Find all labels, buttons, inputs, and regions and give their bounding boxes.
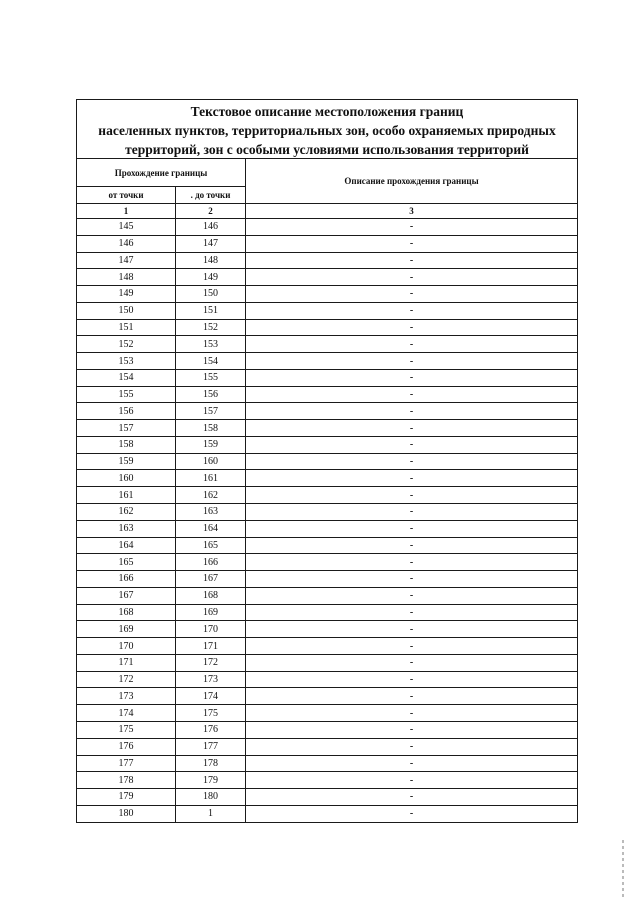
cell-from-point: 169 <box>77 621 176 638</box>
cell-to-point: 146 <box>176 219 246 236</box>
cell-to-point: 166 <box>176 554 246 571</box>
table-row <box>77 302 578 319</box>
cell-description: - <box>246 638 578 655</box>
cell-from-point: 171 <box>77 654 176 671</box>
table-row <box>77 789 578 806</box>
cell-from-point: 149 <box>77 286 176 303</box>
table-row <box>77 604 578 621</box>
table-row <box>77 671 578 688</box>
cell-from-point: 152 <box>77 336 176 353</box>
cell-to-point: 180 <box>176 789 246 806</box>
table-row <box>77 738 578 755</box>
cell-from-point: 159 <box>77 453 176 470</box>
cell-description: - <box>246 436 578 453</box>
cell-description: - <box>246 235 578 252</box>
cell-from-point: 165 <box>77 554 176 571</box>
cell-to-point: 167 <box>176 571 246 588</box>
cell-from-point: 148 <box>77 269 176 286</box>
table-row <box>77 487 578 504</box>
table-row <box>77 470 578 487</box>
cell-to-point: 171 <box>176 638 246 655</box>
table-row <box>77 319 578 336</box>
table-row <box>77 252 578 269</box>
cell-from-point: 178 <box>77 772 176 789</box>
cell-to-point: 177 <box>176 738 246 755</box>
cell-description: - <box>246 219 578 236</box>
cell-from-point: 147 <box>77 252 176 269</box>
header-to-point: . до точки <box>176 187 246 204</box>
cell-to-point: 149 <box>176 269 246 286</box>
table-row <box>77 336 578 353</box>
cell-description: - <box>246 738 578 755</box>
cell-to-point: 179 <box>176 772 246 789</box>
cell-description: - <box>246 554 578 571</box>
title-line-3: территорий, зон с особыми условиями использования территорий <box>125 141 529 157</box>
cell-to-point: 169 <box>176 604 246 621</box>
cell-to-point: 174 <box>176 688 246 705</box>
cell-to-point: 172 <box>176 654 246 671</box>
cell-from-point: 176 <box>77 738 176 755</box>
boundary-table <box>76 99 578 823</box>
cell-to-point: 173 <box>176 671 246 688</box>
cell-from-point: 145 <box>77 219 176 236</box>
cell-to-point: 159 <box>176 436 246 453</box>
cell-from-point: 157 <box>77 420 176 437</box>
cell-description: - <box>246 705 578 722</box>
table-row <box>77 369 578 386</box>
table-row <box>77 805 578 822</box>
cell-from-point: 161 <box>77 487 176 504</box>
cell-to-point: 164 <box>176 520 246 537</box>
cell-from-point: 179 <box>77 789 176 806</box>
table-row <box>77 755 578 772</box>
header-description: Описание прохождения границы <box>246 159 578 204</box>
table-row <box>77 705 578 722</box>
table-row <box>77 688 578 705</box>
cell-description: - <box>246 721 578 738</box>
cell-description: - <box>246 353 578 370</box>
cell-description: - <box>246 302 578 319</box>
cell-description: - <box>246 386 578 403</box>
cell-to-point: 178 <box>176 755 246 772</box>
cell-to-point: 165 <box>176 537 246 554</box>
cell-from-point: 164 <box>77 537 176 554</box>
cell-to-point: 155 <box>176 369 246 386</box>
table-row <box>77 772 578 789</box>
table-row <box>77 554 578 571</box>
cell-description: - <box>246 520 578 537</box>
title-line-2: населенных пунктов, территориальных зон, особо охраняемых природных <box>98 122 556 138</box>
table-row <box>77 621 578 638</box>
table-row <box>77 436 578 453</box>
table-row <box>77 638 578 655</box>
table-row <box>77 587 578 604</box>
cell-from-point: 175 <box>77 721 176 738</box>
cell-to-point: 152 <box>176 319 246 336</box>
cell-to-point: 1 <box>176 805 246 822</box>
table-row <box>77 721 578 738</box>
cell-description: - <box>246 252 578 269</box>
column-number-3: 3 <box>246 204 578 219</box>
cell-to-point: 175 <box>176 705 246 722</box>
header-boundary-passage: Прохождение границы <box>77 159 246 187</box>
cell-description: - <box>246 286 578 303</box>
cell-description: - <box>246 805 578 822</box>
cell-from-point: 166 <box>77 571 176 588</box>
cell-to-point: 170 <box>176 621 246 638</box>
column-number-2: 2 <box>176 204 246 219</box>
cell-description: - <box>246 537 578 554</box>
cell-to-point: 148 <box>176 252 246 269</box>
cell-description: - <box>246 671 578 688</box>
cell-description: - <box>246 571 578 588</box>
cell-to-point: 156 <box>176 386 246 403</box>
cell-description: - <box>246 319 578 336</box>
cell-description: - <box>246 621 578 638</box>
cell-description: - <box>246 453 578 470</box>
cell-from-point: 162 <box>77 504 176 521</box>
boundary-rows <box>77 219 578 823</box>
table-row <box>77 219 578 236</box>
cell-to-point: 158 <box>176 420 246 437</box>
cell-from-point: 146 <box>77 235 176 252</box>
cell-from-point: 172 <box>77 671 176 688</box>
cell-description: - <box>246 470 578 487</box>
cell-from-point: 167 <box>77 587 176 604</box>
cell-from-point: 168 <box>77 604 176 621</box>
table-row <box>77 420 578 437</box>
cell-description: - <box>246 487 578 504</box>
table-row <box>77 571 578 588</box>
cell-description: - <box>246 789 578 806</box>
cell-to-point: 150 <box>176 286 246 303</box>
cell-description: - <box>246 336 578 353</box>
table-row <box>77 235 578 252</box>
cell-to-point: 163 <box>176 504 246 521</box>
cell-to-point: 162 <box>176 487 246 504</box>
table-row <box>77 269 578 286</box>
cell-from-point: 180 <box>77 805 176 822</box>
cell-from-point: 156 <box>77 403 176 420</box>
column-number-1: 1 <box>77 204 176 219</box>
cell-from-point: 154 <box>77 369 176 386</box>
cell-to-point: 176 <box>176 721 246 738</box>
cell-from-point: 155 <box>77 386 176 403</box>
cell-to-point: 157 <box>176 403 246 420</box>
cell-from-point: 163 <box>77 520 176 537</box>
title-line-1: Текстовое описание местоположения границ <box>190 103 464 119</box>
cell-to-point: 160 <box>176 453 246 470</box>
cell-from-point: 153 <box>77 353 176 370</box>
cell-description: - <box>246 604 578 621</box>
cell-to-point: 153 <box>176 336 246 353</box>
table-row <box>77 520 578 537</box>
scan-edge-mark <box>622 840 624 900</box>
boundary-description-sheet <box>76 99 577 823</box>
cell-to-point: 161 <box>176 470 246 487</box>
cell-description: - <box>246 587 578 604</box>
cell-to-point: 147 <box>176 235 246 252</box>
cell-description: - <box>246 504 578 521</box>
cell-description: - <box>246 420 578 437</box>
cell-from-point: 150 <box>77 302 176 319</box>
table-row <box>77 537 578 554</box>
cell-description: - <box>246 269 578 286</box>
table-row <box>77 453 578 470</box>
cell-from-point: 173 <box>77 688 176 705</box>
cell-to-point: 168 <box>176 587 246 604</box>
cell-description: - <box>246 688 578 705</box>
table-row <box>77 353 578 370</box>
document-title <box>77 100 578 159</box>
cell-from-point: 160 <box>77 470 176 487</box>
cell-from-point: 151 <box>77 319 176 336</box>
table-row <box>77 654 578 671</box>
cell-description: - <box>246 654 578 671</box>
cell-description: - <box>246 369 578 386</box>
bottom-rule <box>76 822 577 823</box>
cell-description: - <box>246 403 578 420</box>
cell-from-point: 177 <box>77 755 176 772</box>
cell-to-point: 154 <box>176 353 246 370</box>
cell-to-point: 151 <box>176 302 246 319</box>
table-row <box>77 286 578 303</box>
cell-description: - <box>246 755 578 772</box>
table-row <box>77 386 578 403</box>
header-from-point: от точки <box>77 187 176 204</box>
table-row <box>77 504 578 521</box>
cell-from-point: 174 <box>77 705 176 722</box>
table-row <box>77 403 578 420</box>
cell-from-point: 158 <box>77 436 176 453</box>
cell-description: - <box>246 772 578 789</box>
cell-from-point: 170 <box>77 638 176 655</box>
